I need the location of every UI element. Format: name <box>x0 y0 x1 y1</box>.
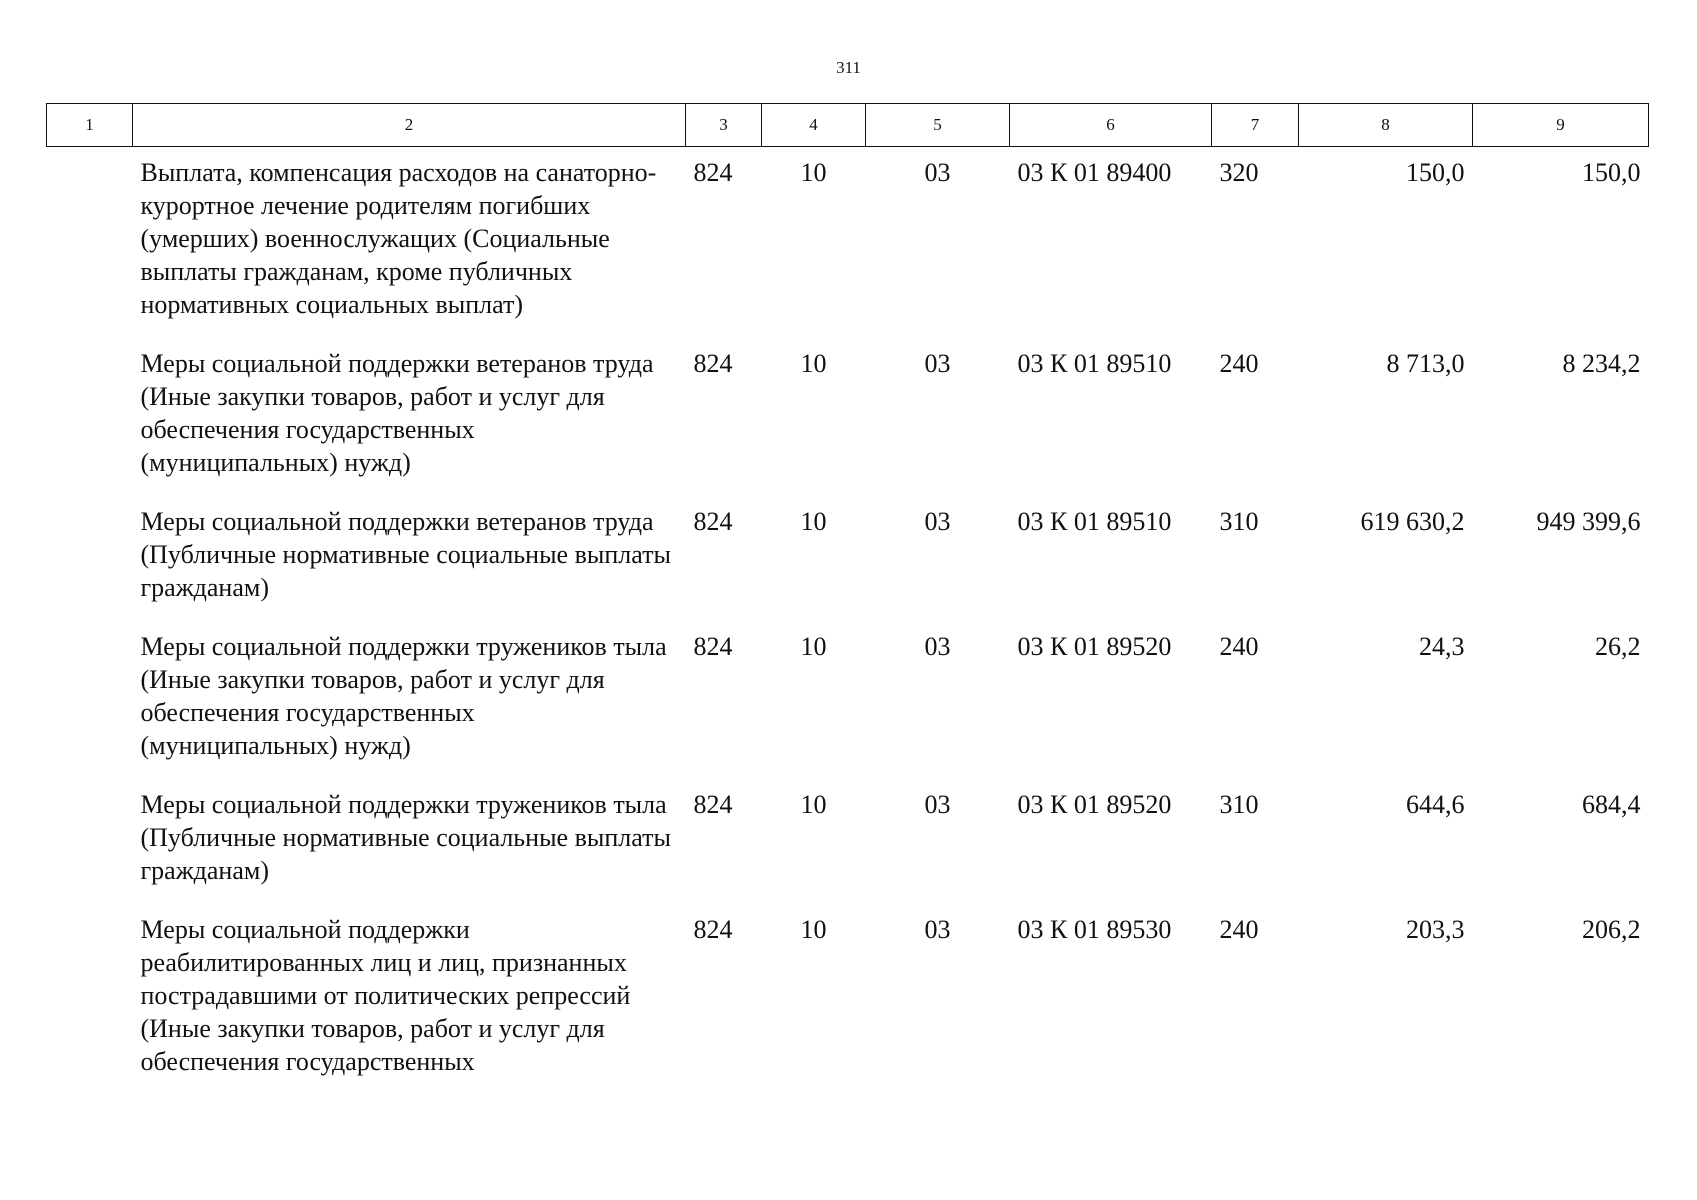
subsection-code-cell: 03 <box>924 790 951 819</box>
ministry-code-cell: 824 <box>693 158 733 187</box>
header-col-6: 6 <box>1010 104 1212 147</box>
row-index-cell <box>47 779 133 904</box>
header-col-2: 2 <box>133 104 686 147</box>
table-row <box>47 779 1649 904</box>
ministry-code-cell: 824 <box>693 915 733 944</box>
header-col-5: 5 <box>866 104 1010 147</box>
ministry-code-cell: 824 <box>693 790 733 819</box>
expense-type-cell: 310 <box>1219 790 1259 819</box>
header-col-8: 8 <box>1299 104 1473 147</box>
table-row <box>47 496 1649 621</box>
amount-2-cell: 684,4 <box>1582 790 1641 819</box>
amount-2-cell: 150,0 <box>1582 158 1641 187</box>
expense-type-cell: 240 <box>1219 349 1259 378</box>
description-cell: Меры социальной поддержки реабилитированных лиц и лиц, признанных пострадавшими от политических репрессий (Иные закупки товаров, работ и услуг для обеспечения государственных <box>140 915 631 1076</box>
table-row <box>47 338 1649 496</box>
row-index-cell <box>47 496 133 621</box>
amount-2-cell: 949 399,6 <box>1536 507 1641 536</box>
amount-1-cell: 203,3 <box>1406 915 1465 944</box>
header-col-9: 9 <box>1473 104 1649 147</box>
table-row <box>47 147 1649 339</box>
row-index-cell <box>47 338 133 496</box>
expense-type-cell: 240 <box>1219 915 1259 944</box>
amount-1-cell: 150,0 <box>1406 158 1465 187</box>
description-cell: Выплата, компенсация расходов на санаторно-курортное лечение родителям погибших (умерших) военнослужащих (Социальные выплаты гражданам, кроме публичных нормативных социальных выплат) <box>140 158 657 319</box>
subsection-code-cell: 03 <box>924 349 951 378</box>
header-col-3: 3 <box>686 104 762 147</box>
amount-1-cell: 619 630,2 <box>1360 507 1465 536</box>
row-index-cell <box>47 621 133 779</box>
target-article-cell: 03 К 01 89510 <box>1017 507 1172 536</box>
description-cell: Меры социальной поддержки тружеников тыла (Иные закупки товаров, работ и услуг для обеспечения государственных (муниципальных) нужд) <box>140 632 667 760</box>
table-row <box>47 621 1649 779</box>
ministry-code-cell: 824 <box>693 507 733 536</box>
amount-2-cell: 206,2 <box>1582 915 1641 944</box>
section-code-cell: 10 <box>800 507 827 536</box>
table-row <box>47 904 1649 1095</box>
page-number: 311 <box>836 58 861 77</box>
amount-2-cell: 26,2 <box>1595 632 1641 661</box>
target-article-cell: 03 К 01 89520 <box>1017 632 1172 661</box>
amount-1-cell: 8 713,0 <box>1386 349 1465 378</box>
target-article-cell: 03 К 01 89530 <box>1017 915 1172 944</box>
section-code-cell: 10 <box>800 349 827 378</box>
section-code-cell: 10 <box>800 915 827 944</box>
amount-2-cell: 8 234,2 <box>1562 349 1641 378</box>
target-article-cell: 03 К 01 89400 <box>1017 158 1172 187</box>
ministry-code-cell: 824 <box>693 349 733 378</box>
expense-type-cell: 240 <box>1219 632 1259 661</box>
description-cell: Меры социальной поддержки тружеников тыла (Публичные нормативные социальные выплаты гражданам) <box>140 790 671 885</box>
row-index-cell <box>47 147 133 339</box>
section-code-cell: 10 <box>800 790 827 819</box>
target-article-cell: 03 К 01 89520 <box>1017 790 1172 819</box>
subsection-code-cell: 03 <box>924 632 951 661</box>
header-col-4: 4 <box>762 104 866 147</box>
budget-table <box>46 103 1649 1095</box>
amount-1-cell: 24,3 <box>1419 632 1465 661</box>
subsection-code-cell: 03 <box>924 158 951 187</box>
target-article-cell: 03 К 01 89510 <box>1017 349 1172 378</box>
section-code-cell: 10 <box>800 158 827 187</box>
header-col-1: 1 <box>47 104 133 147</box>
row-index-cell <box>47 904 133 1095</box>
header-col-7: 7 <box>1212 104 1299 147</box>
description-cell: Меры социальной поддержки ветеранов труда (Иные закупки товаров, работ и услуг для обеспечения государственных (муниципальных) нужд) <box>140 349 654 477</box>
ministry-code-cell: 824 <box>693 632 733 661</box>
expense-type-cell: 320 <box>1219 158 1259 187</box>
header-row <box>47 104 1649 147</box>
subsection-code-cell: 03 <box>924 915 951 944</box>
description-cell: Меры социальной поддержки ветеранов труда (Публичные нормативные социальные выплаты гражданам) <box>140 507 671 602</box>
amount-1-cell: 644,6 <box>1406 790 1465 819</box>
section-code-cell: 10 <box>800 632 827 661</box>
subsection-code-cell: 03 <box>924 507 951 536</box>
expense-type-cell: 310 <box>1219 507 1259 536</box>
